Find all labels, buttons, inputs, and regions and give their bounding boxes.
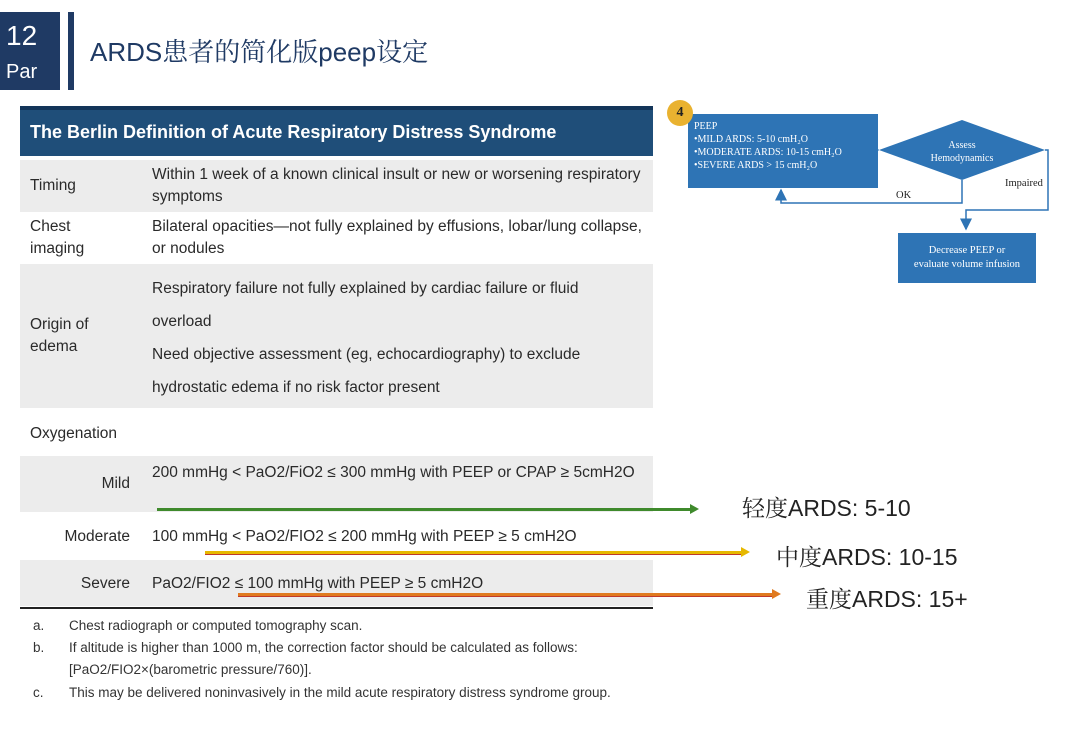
footnote-c — [33, 684, 611, 702]
row-label: Chest imaging — [30, 218, 85, 257]
table-row-chest-imaging — [20, 212, 653, 264]
footnote-text: Chest radiograph or computed tomography scan. — [69, 618, 363, 633]
row-value: Within 1 week of a known clinical insult or new or worsening respiratory symptoms — [152, 166, 641, 205]
moderate-annotation: 中度ARDS: 10-15 — [776, 544, 958, 570]
footnote-text: [PaO2/FIO2×(barometric pressure/760)]. — [69, 662, 312, 677]
row-label: Severe — [80, 575, 130, 592]
row-value: Bilateral opacities—not fully explained by effusions, lobar/lung collapse, or nodules — [152, 218, 642, 257]
row-value-line: Need objective assessment (eg, echocardiography) to exclude — [152, 346, 581, 363]
moderate-arrow — [205, 551, 742, 555]
slide-title: ARDS患者的简化版peep设定 — [90, 37, 429, 67]
footnote-marker: b. — [33, 640, 45, 655]
slide-number: 12 — [6, 20, 38, 51]
severe-annotation: 重度ARDS: 15+ — [806, 586, 968, 612]
row-value: PaO2/FIO2 ≤ 100 mmHg with PEEP ≥ 5 cmH2O — [152, 575, 484, 592]
decrease-peep-box — [898, 233, 1036, 283]
footnote-text: If altitude is higher than 1000 m, the correction factor should be calculated as follows: — [69, 640, 578, 655]
footnote-marker: c. — [33, 685, 44, 700]
row-value: 200 mmHg < PaO2/FiO2 ≤ 300 mmHg with PEEP or CPAP ≥ 5cmH2O — [152, 464, 635, 481]
footnote-a — [33, 617, 363, 635]
row-label: Mild — [101, 475, 130, 492]
ok-label: OK — [896, 190, 912, 201]
decision-text-1: Assess — [948, 140, 976, 151]
mild-arrow — [157, 508, 691, 511]
section-label: Par — [6, 61, 38, 83]
slide-number-badge — [0, 12, 60, 90]
row-value-line: overload — [152, 313, 212, 330]
row-label: Origin of edema — [30, 316, 89, 355]
action-text-1: Decrease PEEP or — [928, 245, 1006, 256]
impaired-label: Impaired — [1005, 178, 1043, 189]
step-number-badge: 4 — [667, 100, 693, 126]
action-text-2: evaluate volume infusion — [913, 259, 1021, 270]
mild-annotation: 轻度ARDS: 5-10 — [742, 495, 911, 521]
peep-item-severe: •SEVERE ARDS > 15 cmH₂O — [694, 160, 818, 171]
footnote-b — [33, 639, 578, 657]
peep-item-mild: •MILD ARDS: 5-10 cmH₂O — [694, 134, 808, 145]
footnote-text: This may be delivered noninvasively in the mild acute respiratory distress syndrome group. — [69, 685, 611, 700]
table-row-timing — [20, 160, 653, 212]
row-value-line: Respiratory failure not fully explained by cardiac failure or fluid — [152, 280, 579, 297]
table-row-origin-of-edema — [20, 264, 653, 408]
severe-arrow — [238, 593, 773, 597]
table-bottom-rule — [20, 607, 653, 609]
footnote-marker: a. — [33, 618, 45, 633]
row-label: Timing — [30, 177, 76, 194]
row-label: Moderate — [64, 528, 130, 545]
table-title: The Berlin Definition of Acute Respiratory Distress Syndrome — [20, 106, 653, 156]
peep-box — [688, 114, 878, 188]
peep-title: PEEP — [694, 121, 718, 132]
table-row-severe — [20, 560, 653, 606]
table-row-mild — [20, 456, 653, 512]
row-value-line: hydrostatic edema if no risk factor present — [152, 379, 440, 396]
decision-text-2: Hemodynamics — [930, 153, 994, 164]
title-divider — [68, 12, 74, 90]
peep-item-moderate: •MODERATE ARDS: 10-15 cmH₂O — [694, 147, 842, 158]
row-value: 100 mmHg < PaO2/FIO2 ≤ 200 mmHg with PEEP ≥ 5 cmH2O — [152, 528, 577, 545]
row-label: Oxygenation — [30, 425, 118, 442]
table-row-oxygenation — [20, 408, 653, 456]
